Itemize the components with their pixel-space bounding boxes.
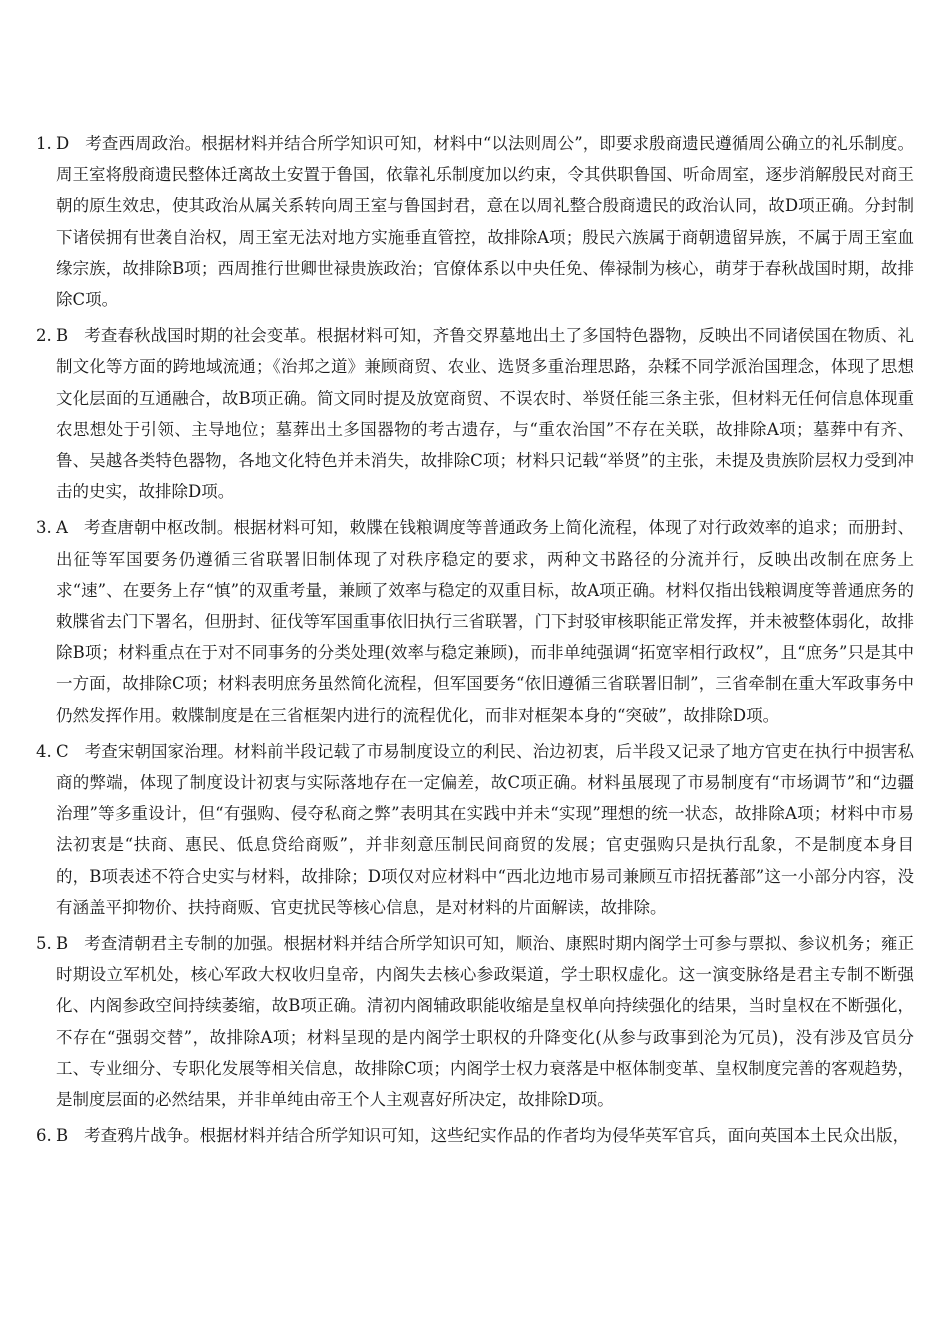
item-explanation: 考查宋朝国家治理。材料前半段记载了市易制度设立的利民、治边初衷，后半段又记录了地方官吏在执行中损害私商的弊端，体现了制度设计初衷与实际落地存在一定偏差，故C项正确。材料虽展现了市易制度有“市场调节”和“边疆治理”等多重设计，但“有强购、侵夺私商之弊”表明其在实践中并未“实现”理想的统一状态，故排除A项；材料中市易法初衷是“扶商、惠民、低息贷给商贩”，并非刻意压制民间商贸的发展；官吏强购只是执行乱象，不是制度本身目的，B项表述不符合史实与材料，故排除；D项仅对应材料中“西北边地市易司兼顾互市招抚蕃部”这一小部分内容，没有涵盖平抑物价、扶持商贩、官吏扰民等核心信息，是对材料的片面解读，故排除。 (56, 741, 914, 917)
item-answer-letter: B (56, 1126, 69, 1146)
answer-explanations (36, 128, 914, 1157)
item-answer-letter: B (56, 326, 69, 346)
answer-item-1 (36, 128, 914, 315)
item-answer-letter: D (56, 134, 70, 153)
item-number: 5. (36, 934, 52, 954)
answer-item-4 (36, 736, 914, 923)
item-explanation: 考查春秋战国时期的社会变革。根据材料可知，齐鲁交界墓地出土了多国特色器物，反映出不同诸侯国在物质、礼制文化等方面的跨地域流通；《治邦之道》兼顾商贸、农业、选贤多重治理思路，杂糅不同学派治国理念，体现了思想文化层面的互通融合，故B项正确。简文同时提及放宽商贸、不误农时、举贤任能三条主张，但材料无任何信息体现重农思想处于引领、主导地位；墓葬出土多国器物的考古遗存，与“重农治国”不存在关联，故排除A项；墓葬中有齐、鲁、吴越各类特色器物，各地文化特色并未消失，故排除C项；材料只记载“举贤”的主张，未提及贵族阶层权力受到冲击的史实，故排除D项。 (56, 326, 914, 502)
answer-item-2 (36, 320, 914, 507)
item-answer-letter: B (56, 934, 69, 954)
item-number: 4. (36, 741, 52, 761)
answer-item-5 (36, 928, 914, 1115)
item-number: 1. (36, 134, 52, 153)
item-answer-letter: C (56, 741, 69, 761)
item-number: 6. (36, 1126, 52, 1146)
item-answer-letter: A (56, 518, 68, 538)
item-explanation: 考查西周政治。根据材料并结合所学知识可知，材料中“以法则周公”，即要求殷商遗民遵循周公确立的礼乐制度。周王室将殷商遗民整体迁离故土安置于鲁国，依靠礼乐制度加以约束，令其供职鲁国、听命周室，逐步消解殷民对商王朝的原生效忠，使其政治从属关系转向周王室与鲁国封君，意在以周礼整合殷商遗民的政治认同，故D项正确。分封制下诸侯拥有世袭自治权，周王室无法对地方实施垂直管控，故排除A项；殷民六族属于商朝遗留异族，不属于周王室血缘宗族，故排除B项；西周推行世卿世禄贵族政治；官僚体系以中央任免、俸禄制为核心，萌芽于春秋战国时期，故排除C项。 (56, 134, 914, 310)
answer-item-3 (36, 512, 914, 730)
item-explanation: 考查鸦片战争。根据材料并结合所学知识可知，这些纪实作品的作者均为侵华英军官兵，面向英国本土民众出版， (84, 1126, 910, 1146)
answer-item-6 (36, 1120, 914, 1151)
item-number: 3. (36, 518, 52, 538)
item-explanation: 考查清朝君主专制的加强。根据材料并结合所学知识可知，顺治、康熙时期内阁学士可参与票拟、参议机务；雍正时期设立军机处，核心军政大权收归皇帝，内阁失去核心参政渠道，学士职权虚化。这一演变脉络是君主专制不断强化、内阁参政空间持续萎缩，故B项正确。清初内阁辅政职能收缩是皇权单向持续强化的结果，当时皇权在不断强化，不存在“强弱交替”，故排除A项；材料呈现的是内阁学士职权的升降变化(从参与政事到沦为冗员)，没有涉及官员分工、专业细分、专职化发展等相关信息，故排除C项；内阁学士权力衰落是中枢体制变革、皇权制度完善的客观趋势，是制度层面的必然结果，并非单纯由帝王个人主观喜好所决定，故排除D项。 (56, 934, 914, 1110)
item-explanation: 考查唐朝中枢改制。根据材料可知，敕牒在钱粮调度等普通政务上简化流程，体现了对行政效率的追求；而册封、出征等军国要务仍遵循三省联署旧制体现了对秩序稳定的要求，两种文书路径的分流并行，反映出改制在庶务上求“速”、在要务上存“慎”的双重考量，兼顾了效率与稳定的双重目标，故A项正确。材料仅指出钱粮调度等普通庶务的敕牒省去门下署名，但册封、征伐等军国重事依旧执行三省联署，门下封驳审核职能正常发挥，并未被整体弱化，故排除B项；材料重点在于对不同事务的分类处理(效率与稳定兼顾)，而非单纯强调“拓宽宰相行政权”，且“庶务”只是其中一方面，故排除C项；材料表明庶务虽然简化流程，但军国要务“依旧遵循三省联署旧制”，三省牵制在重大军政事务中仍然发挥作用。敕牒制度是在三省框架内进行的流程优化，而非对框架本身的“突破”，故排除D项。 (56, 518, 914, 725)
item-number: 2. (36, 326, 52, 346)
